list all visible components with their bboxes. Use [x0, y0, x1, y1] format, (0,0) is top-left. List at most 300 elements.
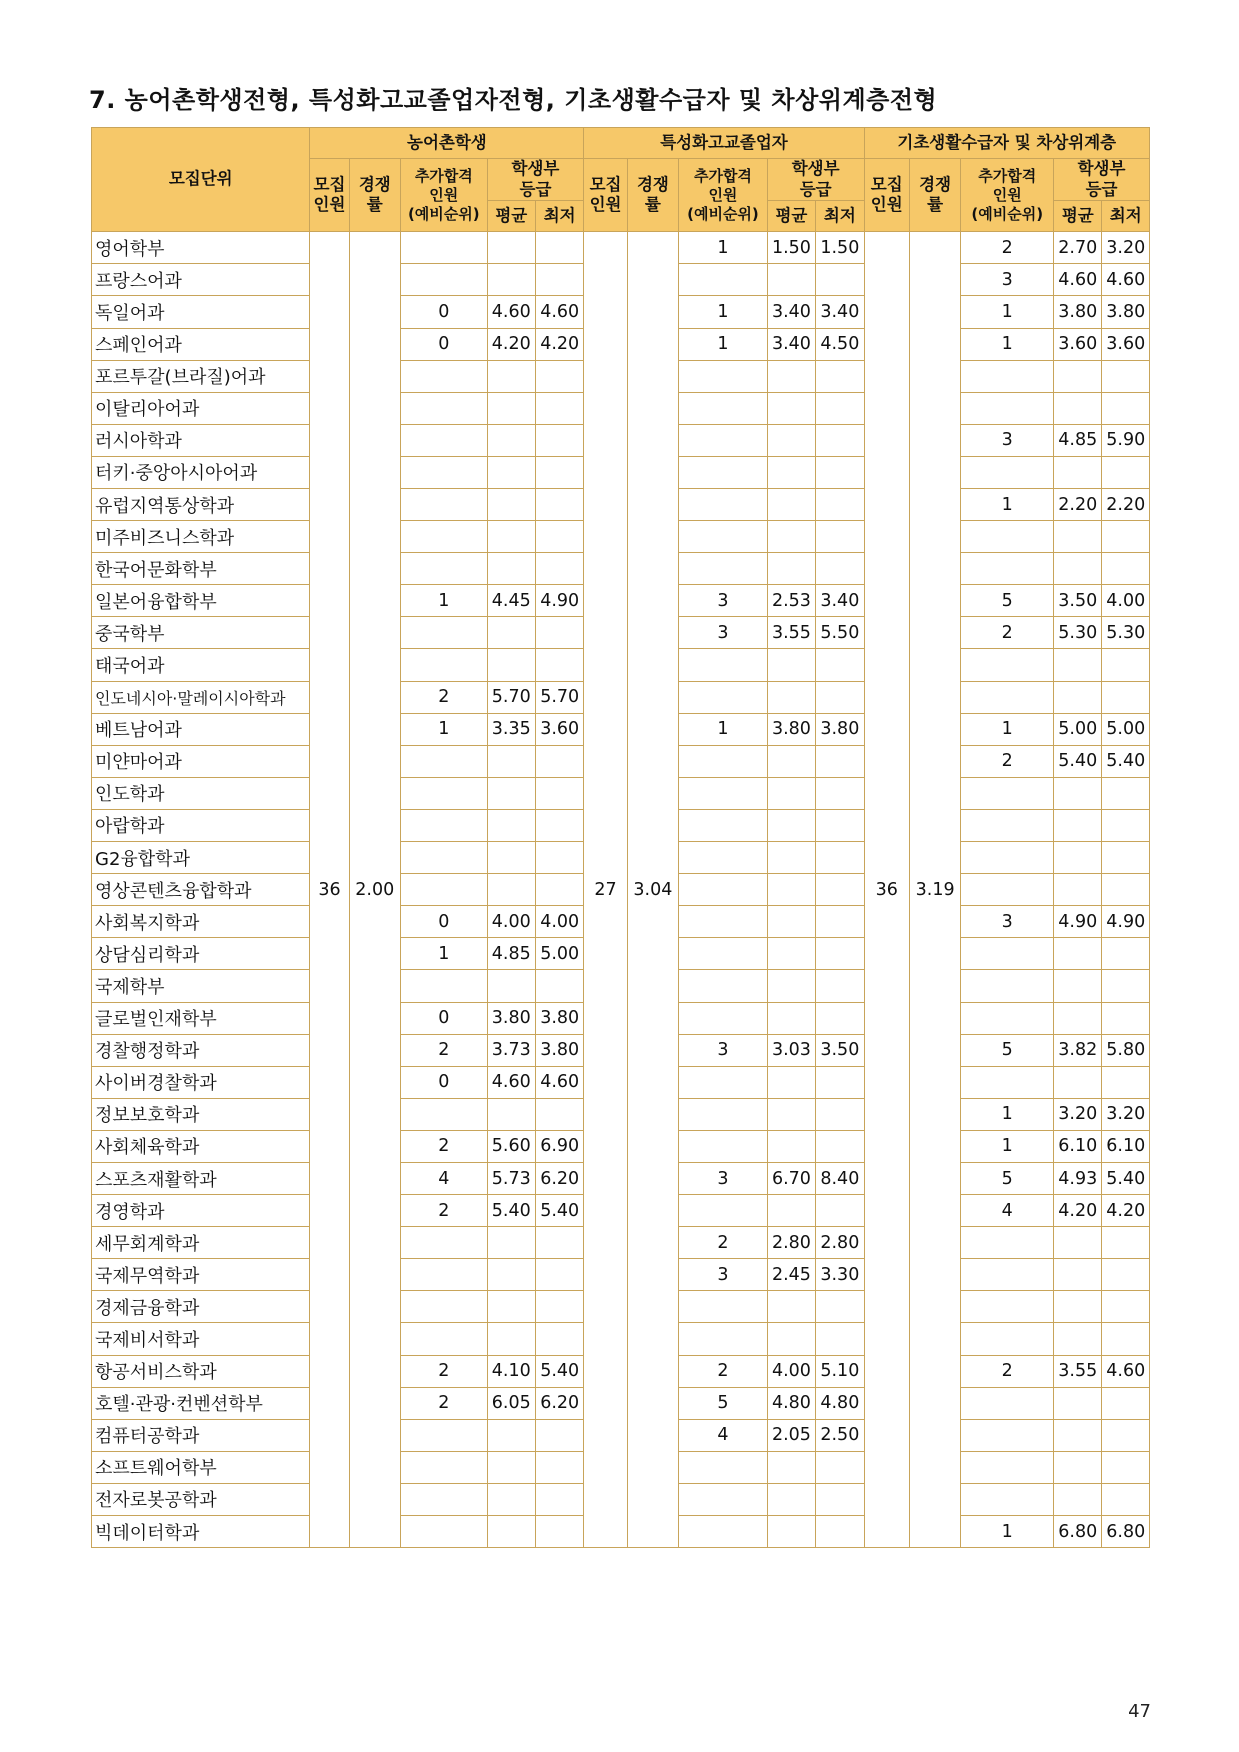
grade-min: 6.20 — [535, 1162, 583, 1194]
grade-avg — [767, 1195, 815, 1227]
additional-count — [961, 1419, 1054, 1451]
grade-min: 4.00 — [535, 906, 583, 938]
dept-name: 국제무역학과 — [92, 1259, 310, 1291]
grade-avg — [767, 938, 815, 970]
dept-name: 전자로봇공학과 — [92, 1483, 310, 1515]
grade-avg — [487, 1419, 535, 1451]
grade-avg: 3.40 — [767, 328, 815, 360]
grade-min — [1102, 681, 1150, 713]
grade-min — [816, 777, 864, 809]
grade-min — [816, 264, 864, 296]
grade-min — [1102, 874, 1150, 906]
grade-avg: 2.05 — [767, 1419, 815, 1451]
grade-min: 4.90 — [1102, 906, 1150, 938]
dept-name: 항공서비스학과 — [92, 1355, 310, 1387]
grade-min — [1102, 842, 1150, 874]
grade-min — [1102, 938, 1150, 970]
additional-count — [401, 1483, 488, 1515]
additional-count — [401, 649, 488, 681]
grade-avg — [767, 809, 815, 841]
dept-name: 소프트웨어학부 — [92, 1451, 310, 1483]
grade-min — [535, 1323, 583, 1355]
grade-avg: 3.03 — [767, 1034, 815, 1066]
grade-min — [535, 1516, 583, 1548]
dept-name: 인도네시아·말레이시아학과 — [92, 681, 310, 713]
group-competition-rate: 3.04 — [627, 232, 679, 1548]
additional-count — [679, 745, 768, 777]
dept-name: 경찰행정학과 — [92, 1034, 310, 1066]
grade-avg — [767, 553, 815, 585]
grade-avg: 3.50 — [1054, 585, 1102, 617]
additional-count — [401, 970, 488, 1002]
grade-avg — [1054, 777, 1102, 809]
grade-avg — [487, 521, 535, 553]
grade-min — [535, 1419, 583, 1451]
grade-avg: 5.60 — [487, 1130, 535, 1162]
grade-avg: 5.30 — [1054, 617, 1102, 649]
grade-avg — [1054, 521, 1102, 553]
grade-min: 4.60 — [535, 1066, 583, 1098]
additional-count — [679, 489, 768, 521]
additional-count — [401, 1419, 488, 1451]
header-min: 최저 — [1102, 201, 1150, 232]
grade-avg: 4.45 — [487, 585, 535, 617]
grade-avg — [487, 1483, 535, 1515]
header-min: 최저 — [816, 201, 864, 232]
grade-min — [816, 681, 864, 713]
grade-avg: 3.55 — [1054, 1355, 1102, 1387]
additional-count: 2 — [961, 232, 1054, 264]
grade-min — [816, 938, 864, 970]
grade-avg: 3.40 — [767, 296, 815, 328]
grade-min — [535, 392, 583, 424]
grade-avg: 3.20 — [1054, 1098, 1102, 1130]
additional-count — [961, 1002, 1054, 1034]
additional-count — [401, 232, 488, 264]
dept-name: 미주비즈니스학과 — [92, 521, 310, 553]
additional-count — [961, 392, 1054, 424]
grade-avg — [487, 392, 535, 424]
grade-min: 8.40 — [816, 1162, 864, 1194]
grade-avg — [1054, 392, 1102, 424]
additional-count: 5 — [679, 1387, 768, 1419]
additional-count — [679, 392, 768, 424]
grade-min — [816, 1098, 864, 1130]
grade-min — [816, 424, 864, 456]
additional-count: 2 — [401, 1387, 488, 1419]
grade-avg — [767, 1066, 815, 1098]
grade-avg — [767, 1451, 815, 1483]
grade-min — [535, 809, 583, 841]
additional-count: 1 — [961, 328, 1054, 360]
grade-avg — [487, 264, 535, 296]
header-competition: 경쟁 률 — [909, 159, 961, 232]
grade-min: 3.50 — [816, 1034, 864, 1066]
dept-name: 미얀마어과 — [92, 745, 310, 777]
additional-count — [961, 360, 1054, 392]
dept-name: 유럽지역통상학과 — [92, 489, 310, 521]
grade-min — [816, 521, 864, 553]
grade-avg — [1054, 1451, 1102, 1483]
grade-avg — [767, 649, 815, 681]
additional-count: 1 — [961, 1130, 1054, 1162]
grade-avg: 4.20 — [1054, 1195, 1102, 1227]
header-additional: 추가합격 인원 (예비순위) — [961, 159, 1054, 232]
grade-min — [816, 1516, 864, 1548]
grade-min: 3.60 — [1102, 328, 1150, 360]
grade-min: 5.30 — [1102, 617, 1150, 649]
grade-min — [535, 1483, 583, 1515]
dept-name: 이탈리아어과 — [92, 392, 310, 424]
grade-avg — [767, 1483, 815, 1515]
grade-avg: 6.10 — [1054, 1130, 1102, 1162]
grade-min — [535, 1291, 583, 1323]
grade-min: 3.20 — [1102, 232, 1150, 264]
additional-count — [401, 1451, 488, 1483]
group-recruit-count: 36 — [310, 232, 349, 1548]
group-recruit-count: 36 — [864, 232, 909, 1548]
grade-avg: 4.85 — [487, 938, 535, 970]
dept-name: 베트남어과 — [92, 713, 310, 745]
grade-min — [535, 424, 583, 456]
grade-min — [535, 649, 583, 681]
dept-name: 러시아학과 — [92, 424, 310, 456]
dept-name: 빅데이터학과 — [92, 1516, 310, 1548]
additional-count — [679, 1323, 768, 1355]
additional-count: 3 — [961, 264, 1054, 296]
dept-name: 프랑스어과 — [92, 264, 310, 296]
grade-avg — [1054, 1066, 1102, 1098]
grade-avg — [487, 809, 535, 841]
additional-count: 1 — [679, 232, 768, 264]
dept-name: G2융합학과 — [92, 842, 310, 874]
grade-avg — [1054, 553, 1102, 585]
grade-avg — [767, 777, 815, 809]
grade-min — [816, 489, 864, 521]
additional-count — [961, 874, 1054, 906]
additional-count — [679, 360, 768, 392]
grade-min — [1102, 521, 1150, 553]
additional-count: 2 — [401, 1130, 488, 1162]
grade-avg — [1054, 1259, 1102, 1291]
grade-min: 3.80 — [535, 1034, 583, 1066]
additional-count — [401, 553, 488, 585]
grade-min: 5.40 — [535, 1195, 583, 1227]
header-unit: 모집단위 — [92, 128, 310, 232]
grade-avg — [767, 842, 815, 874]
dept-name: 태국어과 — [92, 649, 310, 681]
grade-min — [816, 1130, 864, 1162]
dept-name: 독일어과 — [92, 296, 310, 328]
header-group-vocational: 특성화고교졸업자 — [584, 128, 864, 159]
grade-avg — [767, 264, 815, 296]
grade-avg — [487, 649, 535, 681]
grade-min — [535, 360, 583, 392]
additional-count: 2 — [401, 681, 488, 713]
dept-name: 일본어융합학부 — [92, 585, 310, 617]
grade-avg — [1054, 1419, 1102, 1451]
additional-count — [679, 424, 768, 456]
additional-count — [401, 489, 488, 521]
grade-avg — [1054, 1323, 1102, 1355]
grade-min: 6.80 — [1102, 1516, 1150, 1548]
grade-min — [1102, 456, 1150, 488]
grade-avg: 5.40 — [487, 1195, 535, 1227]
header-grade: 학생부 등급 — [1054, 159, 1150, 201]
header-competition: 경쟁 률 — [627, 159, 679, 232]
additional-count: 0 — [401, 1002, 488, 1034]
header-avg: 평균 — [1054, 201, 1102, 232]
grade-min — [816, 809, 864, 841]
additional-count: 4 — [961, 1195, 1054, 1227]
grade-avg — [767, 521, 815, 553]
dept-name: 영상콘텐츠융합학과 — [92, 874, 310, 906]
additional-count — [401, 842, 488, 874]
grade-avg — [1054, 456, 1102, 488]
grade-min — [535, 553, 583, 585]
grade-avg — [767, 489, 815, 521]
dept-name: 터키·중앙아시아어과 — [92, 456, 310, 488]
additional-count — [679, 264, 768, 296]
grade-avg: 3.80 — [1054, 296, 1102, 328]
additional-count — [401, 424, 488, 456]
grade-min: 5.80 — [1102, 1034, 1150, 1066]
grade-min — [1102, 970, 1150, 1002]
additional-count: 3 — [961, 424, 1054, 456]
grade-avg: 4.60 — [487, 296, 535, 328]
grade-avg — [487, 553, 535, 585]
grade-avg — [767, 1098, 815, 1130]
grade-min — [1102, 1483, 1150, 1515]
additional-count — [679, 970, 768, 1002]
dept-name: 세무회계학과 — [92, 1227, 310, 1259]
grade-avg — [487, 1259, 535, 1291]
grade-avg — [767, 745, 815, 777]
additional-count: 0 — [401, 1066, 488, 1098]
grade-min — [816, 842, 864, 874]
dept-name: 상담심리학과 — [92, 938, 310, 970]
additional-count — [679, 456, 768, 488]
grade-avg — [767, 874, 815, 906]
dept-name: 사이버경찰학과 — [92, 1066, 310, 1098]
grade-min — [1102, 1387, 1150, 1419]
additional-count: 3 — [679, 617, 768, 649]
additional-count: 2 — [401, 1195, 488, 1227]
additional-count — [401, 777, 488, 809]
grade-avg: 4.00 — [767, 1355, 815, 1387]
additional-count — [679, 1483, 768, 1515]
grade-min: 5.10 — [816, 1355, 864, 1387]
grade-min — [816, 456, 864, 488]
grade-min — [535, 489, 583, 521]
grade-avg — [1054, 970, 1102, 1002]
grade-min — [816, 1451, 864, 1483]
additional-count — [961, 1323, 1054, 1355]
grade-avg — [767, 1130, 815, 1162]
grade-avg — [1054, 1483, 1102, 1515]
additional-count — [679, 521, 768, 553]
grade-min — [535, 521, 583, 553]
grade-avg: 5.70 — [487, 681, 535, 713]
additional-count: 2 — [679, 1227, 768, 1259]
group-competition-rate: 3.19 — [909, 232, 961, 1548]
grade-min: 3.60 — [535, 713, 583, 745]
grade-avg — [487, 842, 535, 874]
grade-min — [535, 970, 583, 1002]
additional-count: 1 — [961, 1516, 1054, 1548]
grade-avg: 3.60 — [1054, 328, 1102, 360]
grade-min — [816, 1002, 864, 1034]
grade-avg — [767, 681, 815, 713]
page-number: 47 — [1128, 1701, 1151, 1722]
grade-avg — [1054, 1291, 1102, 1323]
grade-avg — [487, 777, 535, 809]
grade-min — [535, 1098, 583, 1130]
header-group-farming: 농어촌학생 — [310, 128, 584, 159]
grade-avg: 3.35 — [487, 713, 535, 745]
additional-count — [961, 809, 1054, 841]
grade-avg — [487, 745, 535, 777]
dept-name: 인도학과 — [92, 777, 310, 809]
grade-avg: 6.80 — [1054, 1516, 1102, 1548]
grade-avg — [767, 360, 815, 392]
additional-count: 1 — [679, 713, 768, 745]
additional-count — [961, 1451, 1054, 1483]
grade-avg: 4.93 — [1054, 1162, 1102, 1194]
additional-count — [679, 906, 768, 938]
grade-min: 1.50 — [816, 232, 864, 264]
additional-count: 1 — [679, 328, 768, 360]
grade-min: 6.10 — [1102, 1130, 1150, 1162]
additional-count — [961, 777, 1054, 809]
additional-count — [679, 681, 768, 713]
dept-name: 포르투갈(브라질)어과 — [92, 360, 310, 392]
grade-avg — [487, 360, 535, 392]
grade-avg — [487, 1227, 535, 1259]
additional-count — [401, 360, 488, 392]
grade-min: 5.90 — [1102, 424, 1150, 456]
dept-name: 경영학과 — [92, 1195, 310, 1227]
additional-count — [401, 1516, 488, 1548]
grade-min — [535, 232, 583, 264]
grade-min — [535, 874, 583, 906]
grade-avg: 6.05 — [487, 1387, 535, 1419]
grade-min: 5.50 — [816, 617, 864, 649]
grade-avg: 4.60 — [1054, 264, 1102, 296]
additional-count: 2 — [679, 1355, 768, 1387]
grade-min — [1102, 649, 1150, 681]
grade-min — [1102, 809, 1150, 841]
header-recruit: 모집 인원 — [864, 159, 909, 232]
additional-count: 1 — [961, 296, 1054, 328]
dept-name: 경제금융학과 — [92, 1291, 310, 1323]
grade-min — [1102, 777, 1150, 809]
grade-avg: 6.70 — [767, 1162, 815, 1194]
grade-avg: 5.00 — [1054, 713, 1102, 745]
grade-min: 3.80 — [535, 1002, 583, 1034]
additional-count — [679, 938, 768, 970]
grade-avg — [767, 1002, 815, 1034]
grade-min: 6.90 — [535, 1130, 583, 1162]
dept-name: 컴퓨터공학과 — [92, 1419, 310, 1451]
grade-min: 4.20 — [1102, 1195, 1150, 1227]
grade-min: 4.60 — [1102, 1355, 1150, 1387]
grade-min — [1102, 1066, 1150, 1098]
additional-count: 1 — [401, 938, 488, 970]
grade-min — [816, 906, 864, 938]
grade-min — [816, 649, 864, 681]
additional-count: 1 — [961, 1098, 1054, 1130]
grade-min — [535, 1259, 583, 1291]
grade-avg — [1054, 681, 1102, 713]
additional-count — [401, 456, 488, 488]
header-avg: 평균 — [767, 201, 815, 232]
grade-avg: 4.80 — [767, 1387, 815, 1419]
additional-count: 5 — [961, 585, 1054, 617]
header-competition: 경쟁 률 — [349, 159, 401, 232]
additional-count: 1 — [401, 585, 488, 617]
grade-min — [816, 745, 864, 777]
additional-count — [401, 1259, 488, 1291]
grade-avg — [767, 1516, 815, 1548]
grade-min — [816, 1195, 864, 1227]
additional-count — [401, 1291, 488, 1323]
additional-count — [961, 521, 1054, 553]
grade-min: 3.40 — [816, 585, 864, 617]
admission-results-table — [91, 127, 1150, 1548]
grade-avg — [487, 970, 535, 1002]
grade-avg — [1054, 1227, 1102, 1259]
additional-count: 3 — [961, 906, 1054, 938]
dept-name: 국제비서학과 — [92, 1323, 310, 1355]
additional-count: 3 — [679, 1259, 768, 1291]
dept-name: 글로벌인재학부 — [92, 1002, 310, 1034]
grade-avg: 4.85 — [1054, 424, 1102, 456]
grade-min — [816, 360, 864, 392]
grade-min — [1102, 360, 1150, 392]
grade-avg — [487, 456, 535, 488]
additional-count: 3 — [679, 1034, 768, 1066]
grade-min: 5.00 — [535, 938, 583, 970]
grade-avg — [487, 1516, 535, 1548]
additional-count — [401, 521, 488, 553]
additional-count: 2 — [401, 1034, 488, 1066]
header-min: 최저 — [535, 201, 583, 232]
grade-avg: 5.73 — [487, 1162, 535, 1194]
grade-avg — [1054, 649, 1102, 681]
grade-min: 3.40 — [816, 296, 864, 328]
grade-avg: 2.80 — [767, 1227, 815, 1259]
additional-count — [961, 1227, 1054, 1259]
additional-count: 5 — [961, 1034, 1054, 1066]
grade-avg: 4.20 — [487, 328, 535, 360]
grade-min — [816, 970, 864, 1002]
additional-count — [961, 456, 1054, 488]
header-grade: 학생부 등급 — [767, 159, 864, 201]
additional-count — [679, 1291, 768, 1323]
grade-min — [1102, 553, 1150, 585]
additional-count — [679, 1195, 768, 1227]
additional-count — [961, 970, 1054, 1002]
additional-count — [679, 1002, 768, 1034]
grade-avg — [1054, 874, 1102, 906]
grade-avg — [487, 1323, 535, 1355]
grade-avg: 1.50 — [767, 232, 815, 264]
grade-avg — [487, 1291, 535, 1323]
additional-count: 5 — [961, 1162, 1054, 1194]
grade-min: 2.80 — [816, 1227, 864, 1259]
additional-count: 4 — [401, 1162, 488, 1194]
